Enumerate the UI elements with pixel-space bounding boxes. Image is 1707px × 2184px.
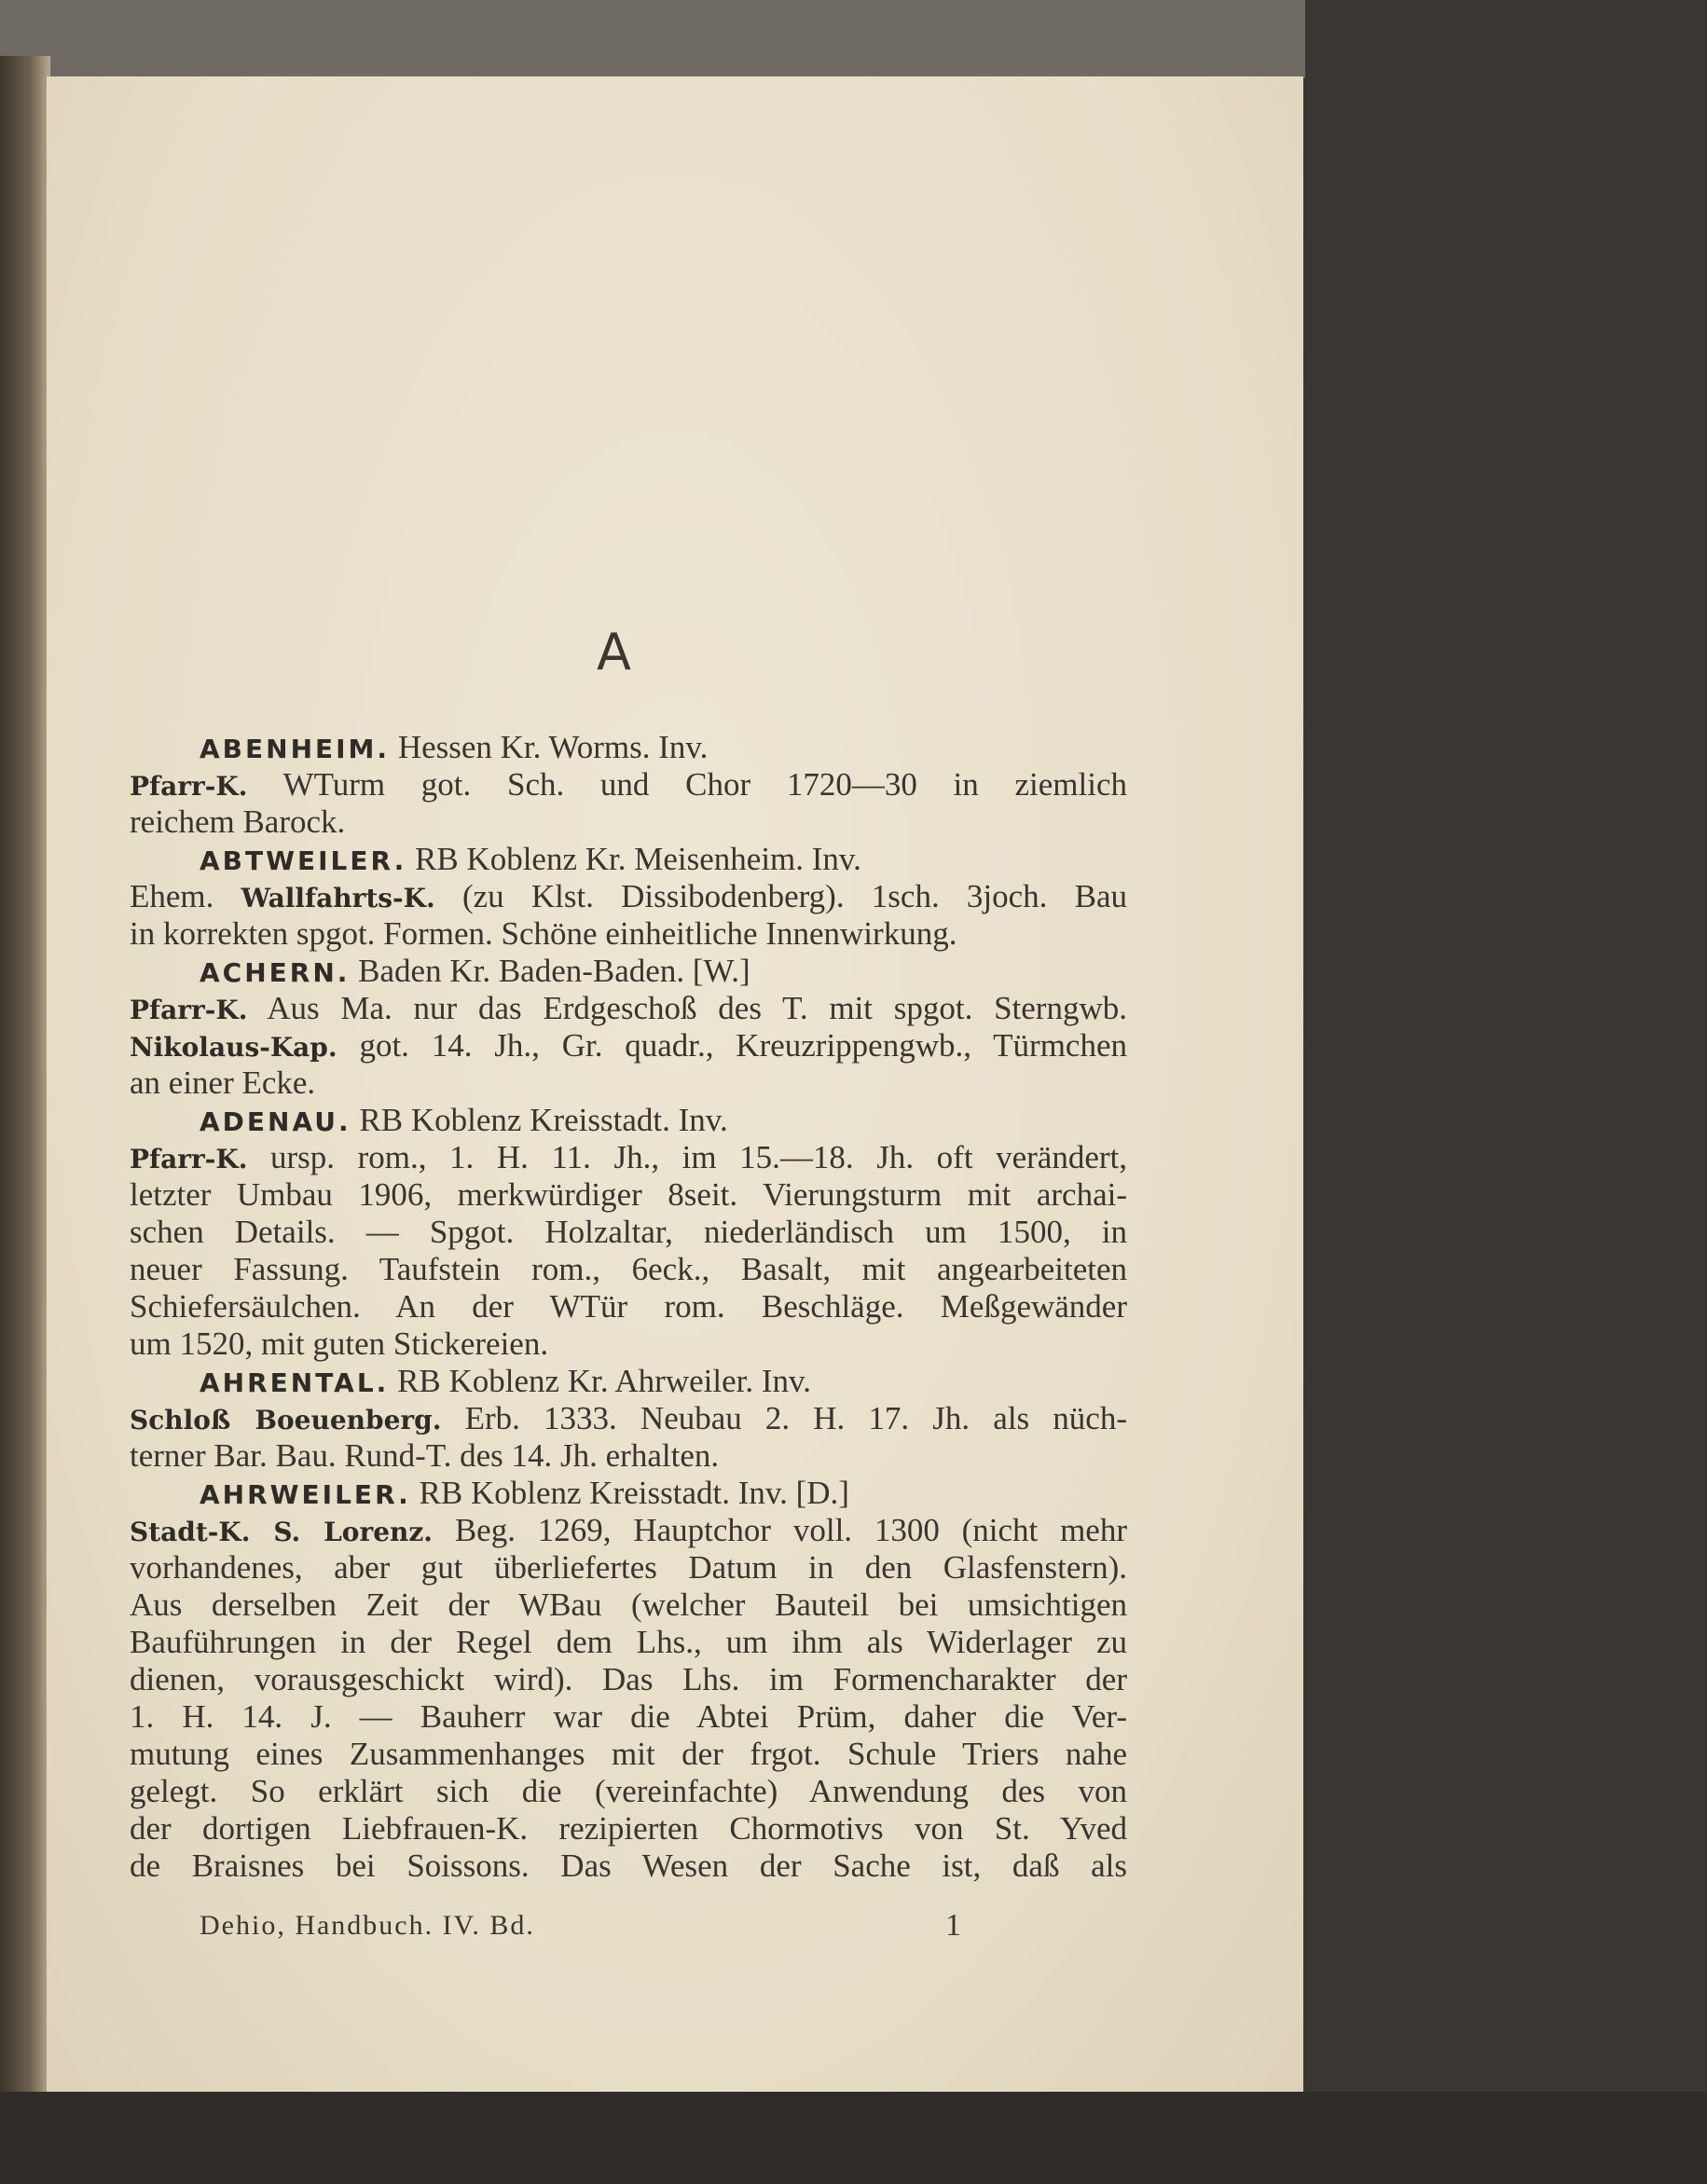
line-text: Aus derselben Zeit der WBau (welcher Bauteil bei umsichtigen	[130, 1586, 1127, 1623]
line-text: de Braisnes bei Soissons. Das Wesen der Sache ist, daß als	[130, 1847, 1127, 1884]
entry-heading-line	[130, 841, 1127, 878]
place-name: ACHERN.	[200, 957, 351, 988]
body-text	[130, 729, 1127, 1885]
scan-bottom-band	[0, 2092, 1707, 2184]
book-left-edge	[0, 56, 50, 2097]
building-label: Pfarr-K.	[130, 771, 248, 802]
line-prefix: Ehem.	[130, 878, 241, 914]
place-name: ADENAU.	[200, 1106, 351, 1137]
line-text: RB Koblenz Kreisstadt. Inv.	[351, 1102, 728, 1138]
text-line	[130, 990, 1127, 1027]
text-line	[130, 1214, 1127, 1251]
building-label: Nikolaus-Kap.	[130, 1032, 337, 1063]
scan-top-band	[0, 0, 1305, 78]
line-text: (zu Klst. Dissibodenberg). 1sch. 3joch. Bau	[434, 878, 1127, 914]
line-text: reichem Barock.	[130, 804, 346, 840]
entry-heading-line	[130, 953, 1127, 990]
section-letter: A	[597, 623, 631, 681]
footer-source: Dehio, Handbuch. IV. Bd.	[200, 1910, 535, 1941]
text-line	[130, 1288, 1127, 1326]
text-line	[130, 1586, 1127, 1624]
text-line	[130, 1847, 1127, 1885]
line-text: um 1520, mit guten Stickereien.	[130, 1326, 549, 1362]
text-line	[130, 1773, 1127, 1810]
text-line	[130, 1437, 1127, 1475]
line-text: Hessen Kr. Worms. Inv.	[390, 729, 709, 765]
text-line	[130, 1326, 1127, 1363]
text-line	[130, 1624, 1127, 1661]
text-line	[130, 1065, 1127, 1102]
line-text: Schiefersäulchen. An der WTür rom. Beschläge. Meßgewänder	[130, 1288, 1127, 1325]
line-text: Aus Ma. nur das Erdgeschoß des T. mit spgot. Sterngwb.	[247, 990, 1127, 1026]
line-text: gelegt. So erklärt sich die (vereinfachte) Anwendung des von	[130, 1773, 1127, 1809]
text-line	[130, 1139, 1127, 1176]
place-name: AHRENTAL.	[200, 1367, 390, 1398]
entry-heading-line	[130, 729, 1127, 766]
place-name: AHRWEILER.	[200, 1479, 411, 1510]
line-text: terner Bar. Bau. Rund-T. des 14. Jh. erhalten.	[130, 1437, 720, 1474]
text-line	[130, 878, 1127, 915]
text-line	[130, 915, 1127, 953]
entry-heading-line	[130, 1102, 1127, 1139]
signature-mark: 1	[945, 1908, 961, 1943]
text-line	[130, 1698, 1127, 1736]
line-text: WTurm got. Sch. und Chor 1720—30 in ziemlich	[247, 766, 1127, 803]
page-footer	[200, 1907, 964, 1944]
building-label: Stadt-K. S. Lorenz.	[130, 1517, 434, 1547]
text-line	[130, 1661, 1127, 1698]
line-text: 1. H. 14. J. — Bauherr war die Abtei Prüm, daher die Ver-	[130, 1698, 1127, 1735]
entry-heading-line	[130, 1363, 1127, 1400]
line-text: schen Details. — Spgot. Holzaltar, niederländisch um 1500, in	[130, 1214, 1127, 1250]
line-text: neuer Fassung. Taufstein rom., 6eck., Basalt, mit angearbeiteten	[130, 1251, 1127, 1287]
line-text: RB Koblenz Kreisstadt. Inv. [D.]	[410, 1475, 849, 1511]
text-line	[130, 1549, 1127, 1586]
place-name: ABTWEILER.	[200, 845, 407, 876]
text-line	[130, 766, 1127, 804]
building-label: Wallfahrts-K.	[241, 883, 435, 913]
place-name: ABENHEIM.	[200, 734, 391, 764]
text-line	[130, 1251, 1127, 1288]
line-text: in korrekten spgot. Formen. Schöne einheitliche Innenwirkung.	[130, 915, 957, 952]
line-text: Baden Kr. Baden-Baden. [W.]	[350, 953, 750, 989]
line-text: Bauführungen in der Regel dem Lhs., um ihm als Widerlager zu	[130, 1624, 1127, 1660]
line-text: mutung eines Zusammenhanges mit der frgot. Schule Triers nahe	[130, 1736, 1127, 1772]
line-text: Erb. 1333. Neubau 2. H. 17. Jh. als nüch-	[441, 1400, 1127, 1436]
text-line	[130, 804, 1127, 841]
line-text: letzter Umbau 1906, merkwürdiger 8seit. Vierungsturm mit archai-	[130, 1176, 1127, 1213]
line-text: RB Koblenz Kr. Ahrweiler. Inv.	[389, 1363, 811, 1399]
line-text: Beg. 1269, Hauptchor voll. 1300 (nicht mehr	[433, 1512, 1128, 1548]
text-line	[130, 1736, 1127, 1773]
text-line	[130, 1512, 1127, 1549]
line-text: an einer Ecke.	[130, 1065, 316, 1101]
line-text: dienen, vorausgeschickt wird). Das Lhs. im Formencharakter der	[130, 1661, 1127, 1697]
text-line	[130, 1027, 1127, 1065]
building-label: Pfarr-K.	[130, 995, 248, 1025]
text-line	[130, 1400, 1127, 1437]
line-text: RB Koblenz Kr. Meisenheim. Inv.	[406, 841, 861, 877]
line-text: ursp. rom., 1. H. 11. Jh., im 15.—18. Jh. oft verändert,	[247, 1139, 1127, 1175]
entry-heading-line	[130, 1475, 1127, 1512]
line-text: der dortigen Liebfrauen-K. rezipierten Chormotivs von St. Yved	[130, 1810, 1127, 1847]
text-line	[130, 1810, 1127, 1847]
text-line	[130, 1176, 1127, 1214]
line-text: vorhandenes, aber gut überliefertes Datum in den Glasfenstern).	[130, 1549, 1127, 1586]
line-text: got. 14. Jh., Gr. quadr., Kreuzrippengwb., Türmchen	[337, 1027, 1127, 1064]
building-label: Schloß Boeuenberg.	[130, 1405, 442, 1435]
building-label: Pfarr-K.	[130, 1144, 248, 1174]
